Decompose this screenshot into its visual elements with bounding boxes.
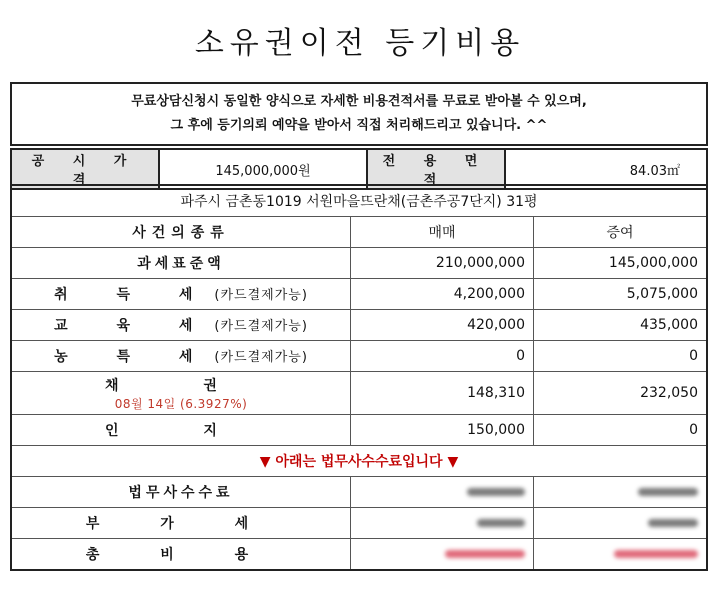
table-row — [11, 415, 707, 446]
sale-value: 210,000,000 — [351, 248, 534, 279]
page-title: 소유권이전 등기비용 — [194, 26, 526, 61]
row-label: 인 지 — [105, 423, 257, 439]
public-price-value: 145,000,000원 — [159, 149, 367, 189]
table-row — [11, 248, 707, 279]
fee-notice: ▼ 아래는 법무사수수료입니다 ▼ — [11, 446, 707, 477]
gift-value: 435,000 — [534, 310, 708, 341]
col-header-gift: 증여 — [534, 217, 708, 248]
consultation-notice — [10, 82, 708, 146]
table-row — [11, 508, 707, 539]
table-row — [11, 310, 707, 341]
cost-table — [10, 184, 708, 571]
gift-value-redacted — [534, 508, 708, 539]
table-row — [11, 341, 707, 372]
row-label: 취 득 세 — [54, 287, 215, 303]
sale-value: 4,200,000 — [351, 279, 534, 310]
row-label: 부 가 세 — [85, 516, 277, 532]
table-row — [11, 372, 707, 415]
table-row — [11, 477, 707, 508]
gift-value: 0 — [534, 415, 708, 446]
row-label: 채 권 — [105, 377, 257, 394]
gift-value: 145,000,000 — [534, 248, 708, 279]
notice-line-2: 그 후에 등기의뢰 예약을 받아서 직접 처리해드리고 있습니다. ^^ — [170, 118, 548, 133]
row-label: 총 비 용 — [85, 547, 277, 563]
sale-value-redacted — [351, 539, 534, 571]
sale-value: 150,000 — [351, 415, 534, 446]
gift-value: 5,075,000 — [534, 279, 708, 310]
area-value: 84.03㎡ — [505, 149, 707, 189]
row-label: 법무사수수료 — [11, 477, 351, 508]
card-payment-note: (카드결제가능) — [214, 288, 308, 303]
gift-value: 232,050 — [534, 372, 708, 415]
bond-rate-note: 08월 14일 (6.3927%) — [114, 396, 248, 411]
sale-value-redacted — [351, 477, 534, 508]
sale-value: 420,000 — [351, 310, 534, 341]
table-row — [11, 539, 707, 571]
notice-line-1: 무료상담신청시 동일한 양식으로 자세한 비용견적서를 무료로 받아볼 수 있으며, — [131, 94, 587, 109]
sale-value-redacted — [351, 508, 534, 539]
col-header-sale: 매매 — [351, 217, 534, 248]
type-header: 사건의종류 — [11, 217, 351, 248]
row-label: 교 육 세 — [54, 318, 215, 334]
gift-value-redacted — [534, 477, 708, 508]
table-row — [11, 279, 707, 310]
card-payment-note: (카드결제가능) — [214, 350, 308, 365]
gift-value-redacted — [534, 539, 708, 571]
gift-value: 0 — [534, 341, 708, 372]
sale-value: 148,310 — [351, 372, 534, 415]
area-label: 전 용 면 적 — [367, 149, 505, 189]
public-price-label: 공 시 가 격 — [11, 149, 159, 189]
row-label: 농 특 세 — [54, 349, 215, 365]
card-payment-note: (카드결제가능) — [214, 319, 308, 334]
sale-value: 0 — [351, 341, 534, 372]
property-caption: 파주시 금촌동1019 서원마을뜨란채(금촌주공7단지) 31평 — [11, 185, 707, 217]
row-label: 과세표준액 — [11, 248, 351, 279]
